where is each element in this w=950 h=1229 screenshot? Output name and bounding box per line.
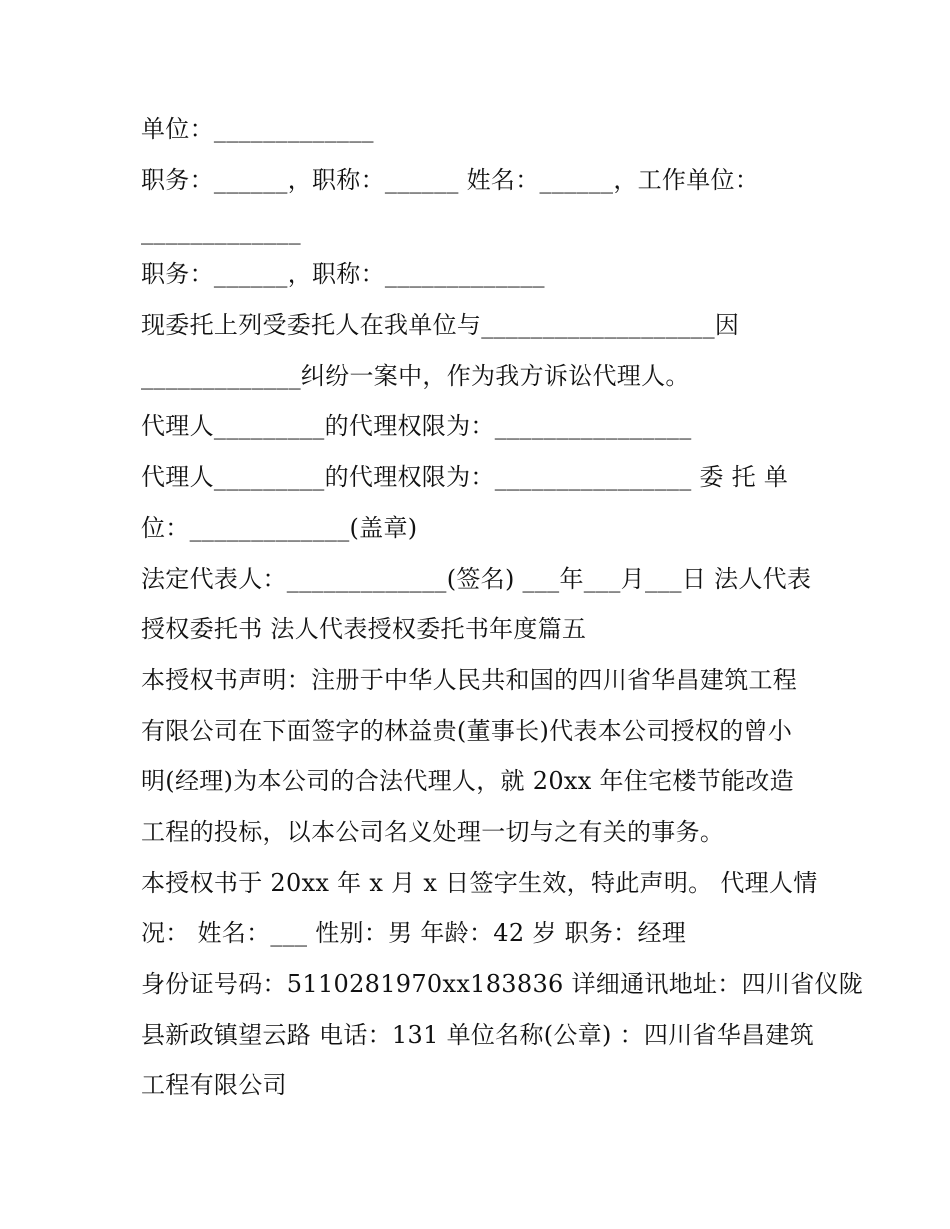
text-line: 代理人_________的代理权限为：________________ bbox=[141, 412, 692, 440]
text-line: 身份证号码：5110281970xx183836 详细通讯地址：四川省仪陇 bbox=[141, 970, 864, 998]
text-line: 工程有限公司 bbox=[141, 1071, 287, 1099]
text-line: 明(经理)为本公司的合法代理人，就 20xx 年住宅楼节能改造 bbox=[141, 767, 794, 795]
text-line: 代理人_________的代理权限为：________________ 委 托 单 bbox=[141, 463, 789, 491]
text-line: 县新政镇望云路 电话：131 单位名称(公章) ：四川省华昌建筑 bbox=[141, 1021, 815, 1049]
text-line: _____________纠纷一案中，作为我方诉讼代理人。 bbox=[141, 362, 690, 390]
text-line: 况： 姓名：___ 性别：男 年龄：42 岁 职务：经理 bbox=[141, 919, 687, 947]
text-line: 职务：______，职称：_____________ bbox=[141, 260, 545, 288]
text-line: 位：_____________(盖章) bbox=[141, 514, 418, 542]
text-line: 单位：_____________ bbox=[141, 115, 374, 143]
text-line: 工程的投标，以本公司名义处理一切与之有关的事务。 bbox=[141, 818, 725, 846]
text-line: _____________ bbox=[141, 217, 301, 245]
text-line: 本授权书声明：注册于中华人民共和国的四川省华昌建筑工程 bbox=[141, 666, 798, 694]
text-line: 授权委托书 法人代表授权委托书年度篇五 bbox=[141, 615, 587, 643]
text-line: 有限公司在下面签字的林益贵(董事长)代表本公司授权的曾小 bbox=[141, 717, 793, 745]
text-line: 现委托上列受委托人在我单位与___________________因 bbox=[141, 311, 740, 339]
text-line: 法定代表人：_____________(签名) ___年___月___日 法人代表 bbox=[141, 565, 812, 593]
text-line: 职务：______，职称：______ 姓名：______，工作单位： bbox=[141, 166, 760, 194]
text-line: 本授权书于 20xx 年 x 月 x 日签字生效，特此声明。 代理人情 bbox=[141, 869, 818, 897]
